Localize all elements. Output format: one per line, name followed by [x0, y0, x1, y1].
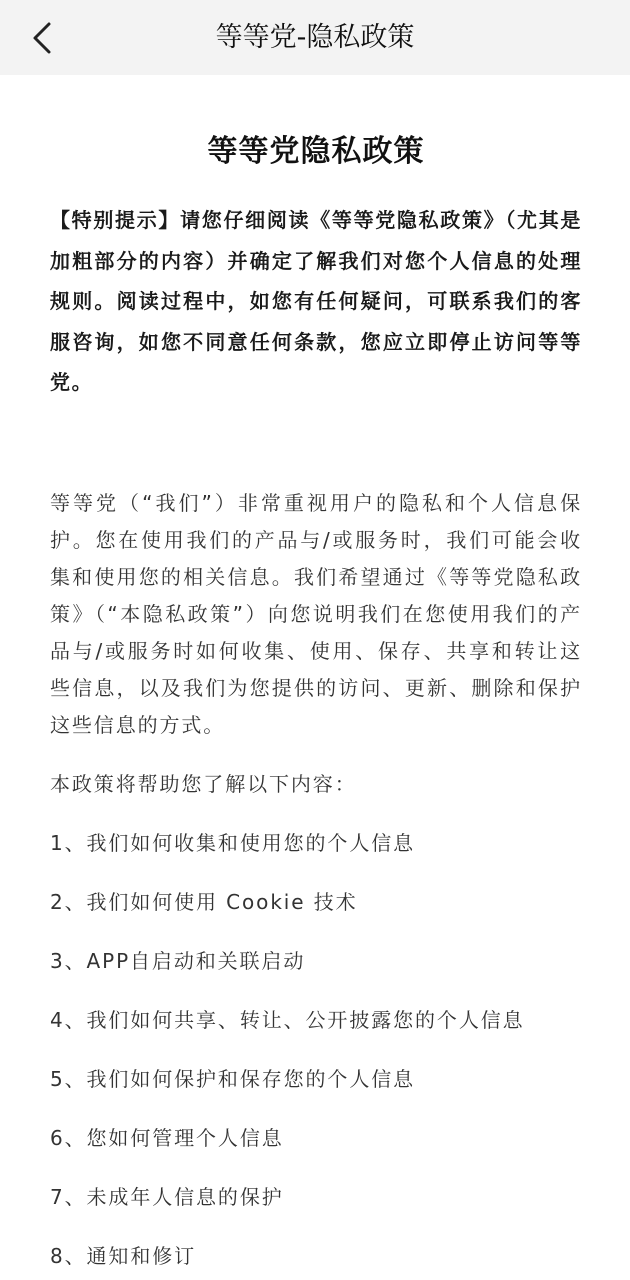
- toc-item: 4、我们如何共享、转让、公开披露您的个人信息: [50, 1007, 525, 1032]
- special-notice: 【特别提示】请您仔细阅读《等等党隐私政策》（尤其是加粗部分的内容）并确定了解我们对您个人信息的处理规则。阅读过程中，如您有任何疑问，可联系我们的客服咨询，如您不同意任何条款，您应立即停止访问等等党。: [50, 208, 582, 394]
- toc-lead: 本政策将帮助您了解以下内容：: [50, 771, 357, 796]
- toc-item: 3、APP自启动和关联启动: [50, 948, 306, 973]
- policy-content: [50, 75, 582, 1275]
- nav-bar: [0, 0, 630, 75]
- page-title: 等等党-隐私政策: [215, 22, 415, 53]
- document-title: 等等党隐私政策: [207, 134, 425, 169]
- toc-item: 8、通知和修订: [50, 1243, 197, 1268]
- back-button[interactable]: [16, 12, 68, 64]
- toc-item: 2、我们如何使用 Cookie 技术: [50, 889, 358, 914]
- toc-item: 1、我们如何收集和使用您的个人信息: [50, 830, 416, 855]
- chevron-left-icon: [31, 21, 53, 55]
- table-of-contents: [50, 825, 582, 1275]
- intro-paragraph: 等等党（“我们”）非常重视用户的隐私和个人信息保护。您在使用我们的产品与/或服务时，我们可能会收集和使用您的相关信息。我们希望通过《等等党隐私政策》（“本隐私政策”）向您说明我们在您使用我们的产品与/或服务时如何收集、使用、保存、共享和转让这些信息，以及我们为您提供的访问、更新、删除和保护这些信息的方式。: [50, 490, 582, 737]
- toc-item: 6、您如何管理个人信息: [50, 1125, 284, 1150]
- toc-item: 5、我们如何保护和保存您的个人信息: [50, 1066, 416, 1091]
- toc-item: 7、未成年人信息的保护: [50, 1184, 284, 1209]
